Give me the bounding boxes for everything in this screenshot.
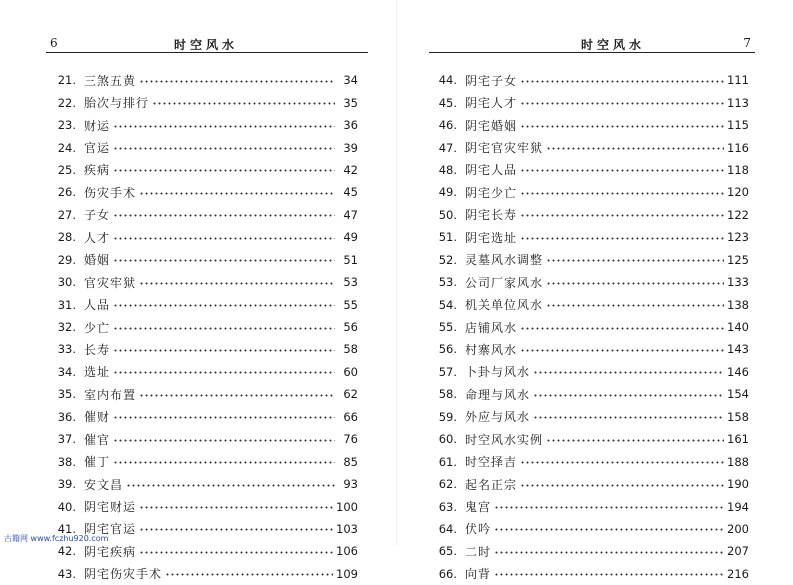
toc-entry xyxy=(427,91,749,113)
dot-leader xyxy=(152,102,335,105)
toc-entry-page: 85 xyxy=(343,454,358,469)
toc-entry-title: 阴宅人才 xyxy=(465,96,518,111)
toc-entry-title: 胎次与排行 xyxy=(84,96,150,111)
toc-entry-page: 35 xyxy=(343,95,358,110)
toc-entry-page: 45 xyxy=(343,185,358,200)
toc-entry-page: 200 xyxy=(727,521,749,536)
dot-leader xyxy=(113,304,335,307)
dot-leader xyxy=(113,349,335,352)
dot-leader xyxy=(494,551,724,554)
toc-entry xyxy=(427,338,749,360)
dot-leader xyxy=(113,461,335,464)
toc-entry-number: 25. xyxy=(57,162,76,177)
toc-entry-title: 人品 xyxy=(84,298,111,313)
toc-entry-title: 阴宅少亡 xyxy=(465,185,518,200)
dot-leader xyxy=(139,394,335,397)
dot-leader xyxy=(533,416,724,419)
toc-entry xyxy=(427,136,749,158)
toc-entry-page: 49 xyxy=(343,230,358,245)
dot-leader xyxy=(520,461,724,464)
toc-entry-title: 阴宅人品 xyxy=(465,163,518,178)
toc-entry xyxy=(427,114,749,136)
toc-entry xyxy=(427,293,749,315)
left-toc-list xyxy=(46,69,358,585)
toc-entry-number: 48. xyxy=(438,162,457,177)
toc-entry-page: 158 xyxy=(727,409,749,424)
toc-entry-title: 向背 xyxy=(465,567,492,582)
toc-entry-number: 22. xyxy=(57,95,76,110)
toc-entry xyxy=(427,518,749,540)
dot-leader xyxy=(546,439,724,442)
right-running-head: 时空风水 xyxy=(581,38,646,52)
dot-leader xyxy=(113,169,335,172)
right-toc-list xyxy=(427,69,749,585)
dot-leader xyxy=(520,102,724,105)
toc-entry xyxy=(46,159,358,181)
toc-entry xyxy=(427,249,749,271)
toc-entry xyxy=(46,428,358,450)
toc-entry xyxy=(46,406,358,428)
toc-entry-title: 阴宅疾病 xyxy=(84,544,137,559)
toc-entry xyxy=(46,293,358,315)
toc-entry xyxy=(46,563,358,585)
toc-entry-page: 36 xyxy=(343,118,358,133)
toc-entry-page: 115 xyxy=(727,118,749,133)
watermark-footer: 古籍网 www.fczhu920.com xyxy=(4,534,109,543)
toc-entry-number: 49. xyxy=(438,185,457,200)
toc-entry xyxy=(427,406,749,428)
toc-entry-title: 阴宅伤灾手术 xyxy=(84,567,163,582)
dot-leader xyxy=(139,506,333,509)
dot-leader xyxy=(546,304,724,307)
toc-entry-page: 194 xyxy=(727,499,749,514)
toc-entry xyxy=(427,540,749,562)
toc-entry-title: 催丁 xyxy=(84,455,111,470)
toc-entry-page: 47 xyxy=(343,207,358,222)
toc-entry xyxy=(46,204,358,226)
toc-entry-title: 卜卦与风水 xyxy=(465,365,531,380)
toc-entry xyxy=(46,495,358,517)
toc-entry xyxy=(427,563,749,585)
right-header-rule xyxy=(429,52,755,53)
dot-leader xyxy=(165,573,333,576)
dot-leader xyxy=(520,125,724,128)
toc-entry-number: 33. xyxy=(57,342,76,357)
toc-entry-title: 二时 xyxy=(465,544,492,559)
toc-entry-page: 125 xyxy=(727,252,749,267)
toc-entry xyxy=(46,271,358,293)
dot-leader xyxy=(546,147,724,150)
toc-entry-title: 疾病 xyxy=(84,163,111,178)
toc-entry xyxy=(46,114,358,136)
toc-entry-page: 103 xyxy=(336,521,358,536)
dot-leader xyxy=(494,573,724,576)
toc-entry-page: 120 xyxy=(727,185,749,200)
dot-leader xyxy=(139,551,333,554)
toc-entry-page: 100 xyxy=(336,499,358,514)
dot-leader xyxy=(113,416,335,419)
toc-entry-page: 154 xyxy=(727,387,749,402)
toc-entry-page: 190 xyxy=(727,477,749,492)
toc-entry-number: 36. xyxy=(57,409,76,424)
toc-entry-title: 催财 xyxy=(84,410,111,425)
dot-leader xyxy=(533,394,724,397)
toc-entry-page: 207 xyxy=(727,544,749,559)
toc-entry-title: 外应与风水 xyxy=(465,410,531,425)
dot-leader xyxy=(139,80,335,83)
toc-entry-title: 阴宅长寿 xyxy=(465,208,518,223)
toc-entry xyxy=(427,361,749,383)
toc-entry-number: 43. xyxy=(57,566,76,581)
toc-entry-number: 30. xyxy=(57,275,76,290)
toc-entry xyxy=(427,473,749,495)
toc-entry-number: 39. xyxy=(57,477,76,492)
toc-entry xyxy=(427,495,749,517)
toc-entry-number: 62. xyxy=(438,477,457,492)
toc-entry-title: 财运 xyxy=(84,118,111,133)
toc-entry-page: 118 xyxy=(727,162,749,177)
toc-entry-number: 32. xyxy=(57,320,76,335)
toc-entry-number: 42. xyxy=(57,544,76,559)
dot-leader xyxy=(113,327,335,330)
toc-entry xyxy=(46,136,358,158)
toc-entry xyxy=(427,383,749,405)
dot-leader xyxy=(139,192,335,195)
toc-entry-page: 133 xyxy=(727,275,749,290)
dot-leader xyxy=(113,439,335,442)
toc-entry-title: 阴宅官灾牢狱 xyxy=(465,141,544,156)
dot-leader xyxy=(113,259,335,262)
toc-entry-page: 123 xyxy=(727,230,749,245)
dot-leader xyxy=(520,484,724,487)
toc-entry-title: 阴宅官运 xyxy=(84,522,137,537)
toc-entry-page: 109 xyxy=(336,566,358,581)
toc-entry xyxy=(427,316,749,338)
toc-entry xyxy=(46,226,358,248)
left-running-head: 时空风水 xyxy=(174,38,239,52)
toc-entry-title: 室内布置 xyxy=(84,387,137,402)
dot-leader xyxy=(520,237,724,240)
toc-entry-page: 161 xyxy=(727,432,749,447)
toc-entry xyxy=(46,361,358,383)
toc-entry-title: 伤灾手术 xyxy=(84,185,137,200)
toc-entry-title: 伏吟 xyxy=(465,522,492,537)
toc-entry xyxy=(46,383,358,405)
left-header-rule xyxy=(46,52,368,53)
toc-entry-page: 34 xyxy=(343,73,358,88)
toc-entry-number: 50. xyxy=(438,207,457,222)
left-page xyxy=(0,0,396,582)
toc-entry-title: 子女 xyxy=(84,208,111,223)
toc-entry xyxy=(427,271,749,293)
toc-entry-number: 47. xyxy=(438,140,457,155)
toc-entry-number: 28. xyxy=(57,230,76,245)
toc-entry-number: 54. xyxy=(438,297,457,312)
toc-entry-page: 143 xyxy=(727,342,749,357)
dot-leader xyxy=(139,282,335,285)
toc-entry-page: 42 xyxy=(343,162,358,177)
dot-leader xyxy=(533,371,724,374)
toc-entry-title: 鬼宫 xyxy=(465,500,492,515)
toc-entry-title: 三煞五黄 xyxy=(84,73,137,88)
toc-entry-title: 阴宅财运 xyxy=(84,500,137,515)
toc-entry-title: 公司厂家风水 xyxy=(465,275,544,290)
toc-entry-number: 40. xyxy=(57,499,76,514)
toc-entry xyxy=(46,450,358,472)
toc-entry-title: 长寿 xyxy=(84,342,111,357)
toc-entry-number: 24. xyxy=(57,140,76,155)
toc-entry-page: 53 xyxy=(343,275,358,290)
toc-entry-number: 29. xyxy=(57,252,76,267)
toc-entry-number: 21. xyxy=(57,73,76,88)
toc-entry-page: 106 xyxy=(336,544,358,559)
toc-entry xyxy=(427,428,749,450)
toc-entry-title: 选址 xyxy=(84,365,111,380)
dot-leader xyxy=(113,214,335,217)
toc-entry-page: 55 xyxy=(343,297,358,312)
toc-entry xyxy=(46,316,358,338)
toc-entry-number: 56. xyxy=(438,342,457,357)
toc-entry-number: 37. xyxy=(57,432,76,447)
toc-entry-title: 阴宅婚姻 xyxy=(465,118,518,133)
toc-entry-page: 113 xyxy=(727,95,749,110)
toc-entry-title: 安文昌 xyxy=(84,477,124,492)
toc-entry-number: 45. xyxy=(438,95,457,110)
dot-leader xyxy=(520,327,724,330)
right-page-header xyxy=(435,36,751,52)
toc-entry-title: 机关单位风水 xyxy=(465,298,544,313)
toc-entry-page: 58 xyxy=(343,342,358,357)
toc-entry-number: 35. xyxy=(57,387,76,402)
toc-entry xyxy=(46,338,358,360)
left-page-number: 6 xyxy=(50,36,58,50)
toc-entry-number: 55. xyxy=(438,320,457,335)
dot-leader xyxy=(520,169,724,172)
toc-entry xyxy=(427,181,749,203)
dot-leader xyxy=(113,371,335,374)
toc-entry-number: 52. xyxy=(438,252,457,267)
toc-entry-number: 59. xyxy=(438,409,457,424)
toc-entry-number: 58. xyxy=(438,387,457,402)
toc-entry-number: 53. xyxy=(438,275,457,290)
dot-leader xyxy=(520,349,724,352)
dot-leader xyxy=(546,259,724,262)
toc-entry-page: 60 xyxy=(343,364,358,379)
toc-entry-number: 38. xyxy=(57,454,76,469)
toc-entry-title: 人才 xyxy=(84,230,111,245)
dot-leader xyxy=(113,125,335,128)
toc-entry-title: 阴宅选址 xyxy=(465,230,518,245)
toc-entry-title: 婚姻 xyxy=(84,253,111,268)
toc-entry xyxy=(46,181,358,203)
toc-entry xyxy=(427,159,749,181)
toc-entry-number: 23. xyxy=(57,118,76,133)
toc-entry-title: 店铺风水 xyxy=(465,320,518,335)
toc-entry-page: 111 xyxy=(727,73,749,88)
toc-entry-number: 46. xyxy=(438,118,457,133)
toc-entry xyxy=(427,226,749,248)
toc-entry-title: 阴宅子女 xyxy=(465,73,518,88)
toc-entry-title: 催官 xyxy=(84,432,111,447)
left-page-header xyxy=(50,36,360,52)
toc-entry-page: 51 xyxy=(343,252,358,267)
toc-entry-page: 56 xyxy=(343,320,358,335)
dot-leader xyxy=(113,147,335,150)
toc-entry xyxy=(46,69,358,91)
toc-entry-number: 64. xyxy=(438,521,457,536)
toc-entry xyxy=(46,249,358,271)
toc-entry-number: 63. xyxy=(438,499,457,514)
toc-entry xyxy=(427,450,749,472)
right-page-number: 7 xyxy=(743,36,751,50)
toc-entry-page: 116 xyxy=(727,140,749,155)
toc-entry-number: 31. xyxy=(57,297,76,312)
toc-entry-title: 村寨风水 xyxy=(465,342,518,357)
dot-leader xyxy=(126,484,335,487)
toc-entry-number: 66. xyxy=(438,566,457,581)
toc-entry-page: 76 xyxy=(343,432,358,447)
toc-entry-page: 122 xyxy=(727,207,749,222)
toc-entry xyxy=(46,91,358,113)
dot-leader xyxy=(494,506,724,509)
toc-entry-page: 93 xyxy=(343,477,358,492)
right-page xyxy=(397,0,793,582)
toc-entry-number: 60. xyxy=(438,432,457,447)
toc-entry-number: 26. xyxy=(57,185,76,200)
toc-entry-page: 39 xyxy=(343,140,358,155)
dot-leader xyxy=(520,80,724,83)
toc-entry-number: 61. xyxy=(438,454,457,469)
toc-entry-page: 138 xyxy=(727,297,749,312)
toc-entry-page: 66 xyxy=(343,409,358,424)
toc-entry-title: 命理与风水 xyxy=(465,387,531,402)
toc-entry-number: 41. xyxy=(57,521,76,536)
dot-leader xyxy=(520,214,724,217)
toc-entry-title: 官运 xyxy=(84,141,111,156)
toc-entry-number: 27. xyxy=(57,207,76,222)
toc-entry-number: 34. xyxy=(57,364,76,379)
toc-entry-title: 时空择吉 xyxy=(465,455,518,470)
toc-entry-title: 起名正宗 xyxy=(465,477,518,492)
toc-entry-page: 146 xyxy=(727,364,749,379)
toc-entry-title: 时空风水实例 xyxy=(465,432,544,447)
toc-entry-title: 少亡 xyxy=(84,320,111,335)
dot-leader xyxy=(520,192,724,195)
toc-entry xyxy=(46,473,358,495)
dot-leader xyxy=(113,237,335,240)
toc-entry-title: 官灾牢狱 xyxy=(84,275,137,290)
toc-entry-title: 灵墓风水调整 xyxy=(465,253,544,268)
toc-entry-number: 57. xyxy=(438,364,457,379)
dot-leader xyxy=(546,282,724,285)
toc-entry-page: 216 xyxy=(727,566,749,581)
dot-leader xyxy=(494,528,724,531)
dot-leader xyxy=(139,528,333,531)
toc-entry-page: 62 xyxy=(343,387,358,402)
toc-entry xyxy=(427,69,749,91)
toc-entry-number: 51. xyxy=(438,230,457,245)
toc-entry-number: 44. xyxy=(438,73,457,88)
toc-entry-number: 65. xyxy=(438,544,457,559)
toc-entry xyxy=(427,204,749,226)
toc-entry-page: 188 xyxy=(727,454,749,469)
toc-entry-page: 140 xyxy=(727,320,749,335)
